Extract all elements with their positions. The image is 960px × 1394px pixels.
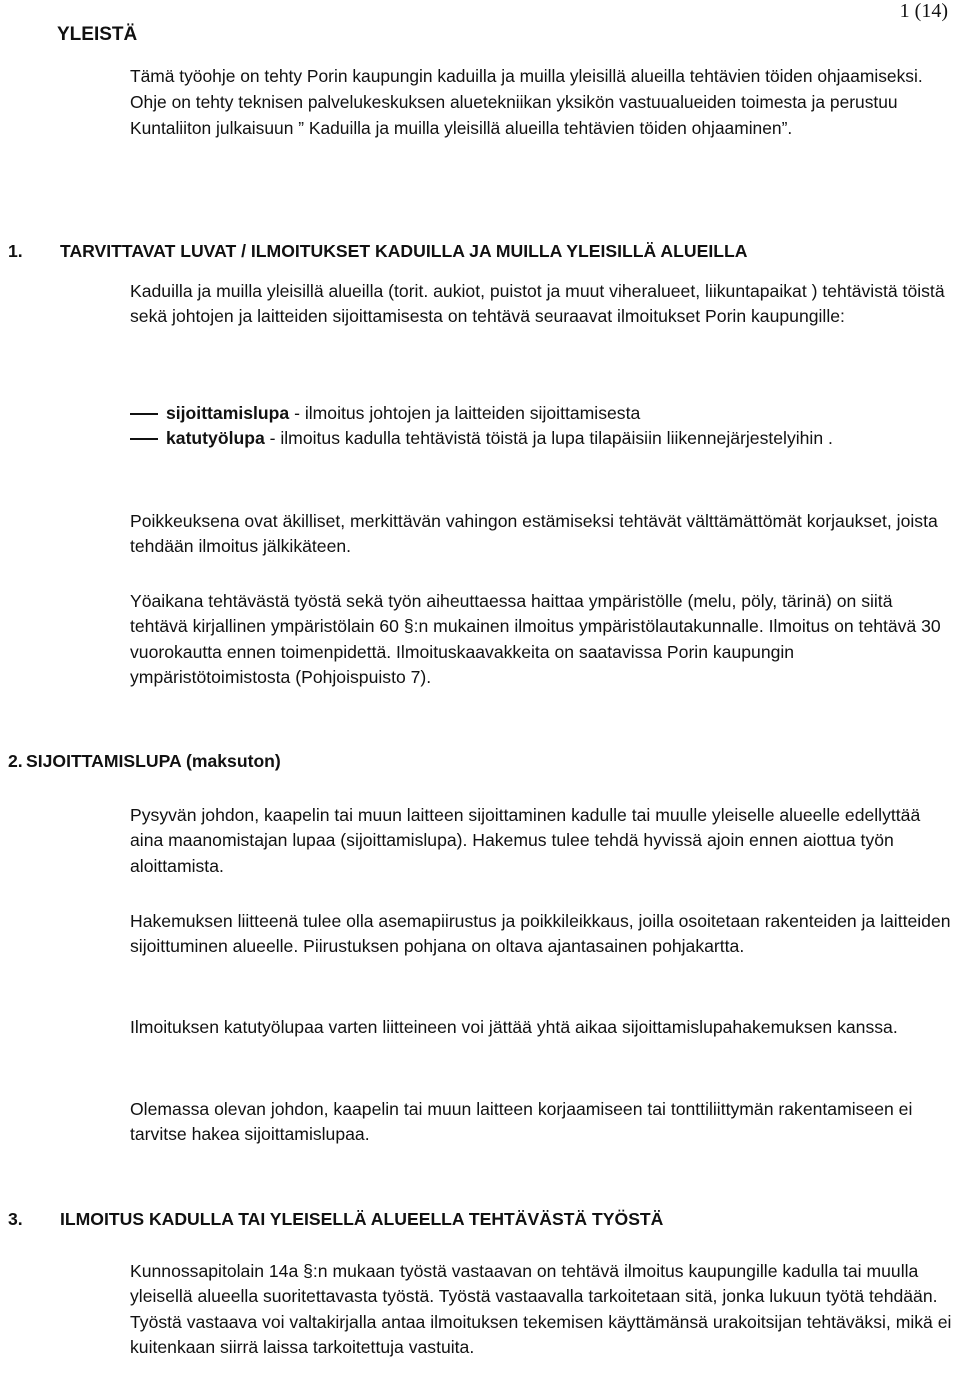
section-3-heading bbox=[8, 1207, 663, 1231]
permit-term: sijoittamislupa bbox=[166, 403, 290, 423]
section-3-paragraph-1: Kunnossapitolain 14a §:n mukaan työstä vastaavan on tehtävä ilmoitus kaupungille kadulla tai muulla yleisellä alueella suoritettavasta työstä. Työstä vastaavalla tarkoitetaan sitä, jonka lukuun työtä tehdään. Työstä vastaava voi valtakirjalla antaa ilmoituksen tekemisen käyttämänsä urakoitsijan tehtäväksi, mikä ei kuitenkaan siirrä laissa tarkoitettuja vastuita. bbox=[130, 1261, 952, 1358]
section-1-paragraph-1: Kaduilla ja muilla yleisillä alueilla (torit. aukiot, puistot ja muut viheralueet, liikuntapaikat ) tehtävistä töistä sekä johtojen ja laitteiden sijoittamisesta on tehtävä seuraavat ilmoitukset Porin kaupungille: bbox=[130, 281, 945, 327]
list-item bbox=[130, 426, 952, 451]
list-item bbox=[130, 401, 952, 426]
header-title: YLEISTÄ bbox=[57, 24, 138, 45]
section-1-number: 1. bbox=[8, 241, 23, 261]
section-1-paragraph-3: Yöaikana tehtävästä työstä sekä työn aiheuttaessa haittaa ympäristölle (melu, pöly, tärinä) on siitä tehtävä kirjallinen ympäristölain 60 §:n mukainen ilmoitus ympäristölautakunnalle. Ilmoitus on tehtävä 30 vuorokautta ennen toimenpidettä. Ilmoituskaavakkeita on saatavissa Porin kaupungin ympäristötoimistosta (Pohjoispuisto 7). bbox=[130, 591, 941, 688]
permit-list bbox=[130, 401, 952, 452]
section-2-heading bbox=[8, 749, 281, 773]
permit-description: - ilmoitus johtojen ja laitteiden sijoittamisesta bbox=[289, 403, 641, 423]
section-1-title: TARVITTAVAT LUVAT / ILMOITUKSET KADUILLA JA MUILLA YLEISILLÄ ALUEILLA bbox=[60, 241, 748, 261]
page-number: 1 (14) bbox=[899, 0, 948, 22]
section-2-paragraph-3: Ilmoituksen katutyölupaa varten liitteineen voi jättää yhtä aikaa sijoittamislupahakemuksen kanssa. bbox=[130, 1017, 898, 1037]
section-2-paragraph-4: Olemassa olevan johdon, kaapelin tai muun laitteen korjaamiseen tai tonttiliittymän rakentamiseen ei tarvitse hakea sijoittamislupaa. bbox=[130, 1099, 913, 1145]
section-2-number: 2. bbox=[8, 751, 23, 771]
section-1-heading bbox=[8, 239, 747, 263]
dash-icon bbox=[130, 438, 158, 440]
section-3-number: 3. bbox=[8, 1209, 23, 1229]
section-3-title: ILMOITUS KADULLA TAI YLEISELLÄ ALUEELLA TEHTÄVÄSTÄ TYÖSTÄ bbox=[60, 1209, 664, 1229]
intro-paragraph: Tämä työohje on tehty Porin kaupungin kaduilla ja muilla yleisillä alueilla tehtävien töiden ohjaamiseksi. Ohje on tehty teknisen palvelukeskuksen aluetekniikan yksikön vastuualueiden toimesta ja perustuu Kuntaliiton julkaisuun ” Kaduilla ja muilla yleisillä alueilla tehtävien töiden ohjaaminen”. bbox=[130, 66, 923, 138]
section-2-paragraph-2: Hakemuksen liitteenä tulee olla asemapiirustus ja poikkileikkaus, joilla osoitetaan rakenteiden ja laitteiden sijoittuminen alueelle. Piirustuksen pohjana on oltava ajantasainen pohjakartta. bbox=[130, 911, 951, 957]
section-1-paragraph-2: Poikkeuksena ovat äkilliset, merkittävän vahingon estämiseksi tehtävät välttämättömät korjaukset, joista tehdään ilmoitus jälkikäteen. bbox=[130, 511, 938, 557]
dash-icon bbox=[130, 413, 158, 415]
permit-term: katutyölupa bbox=[166, 428, 265, 449]
section-2-title: SIJOITTAMISLUPA (maksuton) bbox=[26, 751, 281, 771]
section-2-paragraph-1: Pysyvän johdon, kaapelin tai muun laitteen sijoittaminen kadulle tai muulle yleiselle alueelle edellyttää aina maanomistajan lupaa (sijoittamislupa). Hakemus tulee tehdä hyvissä ajoin ennen aiottua työn aloittamista. bbox=[130, 805, 921, 876]
permit-description: - ilmoitus kadulla tehtävistä töistä ja lupa tilapäisiin liikennejärjestelyihin . bbox=[264, 428, 833, 449]
